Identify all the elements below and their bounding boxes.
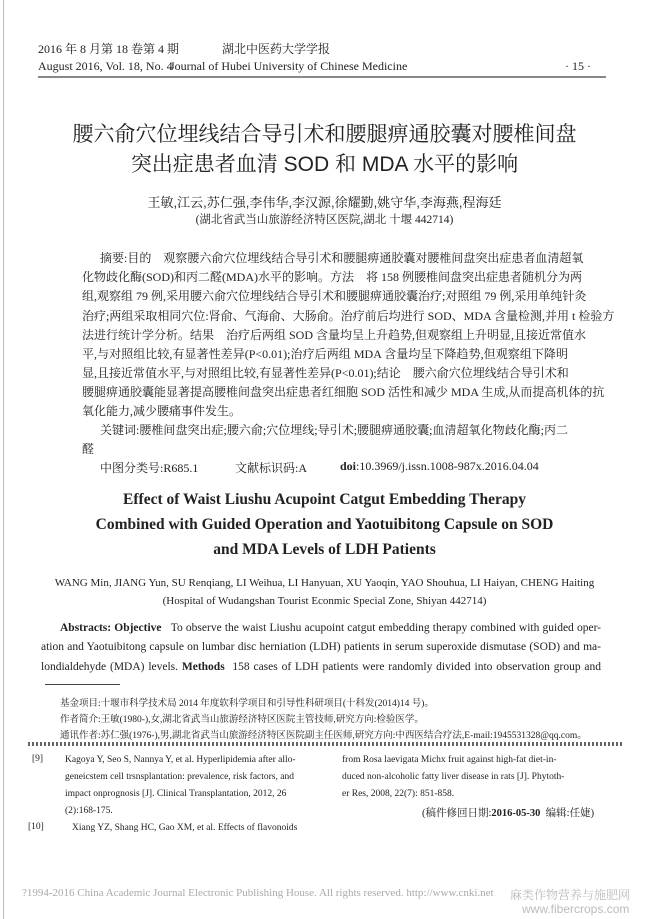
abstract-en-text: 158 cases of LDH patients were randomly divided into observation group and <box>232 661 602 673</box>
abstract-cn-line: 治疗;两组采取相同穴位:肾俞、气海俞、大肠俞。治疗前后均进行 SOD、MDA 含量检测,并用 t 检验方 <box>82 309 615 323</box>
abstract-cn-line: 组,观察组 79 例,采用腰六俞穴位埋线结合导引术和腰腿痹通胶囊治疗;对照组 79 例,采用单纯针灸 <box>82 289 587 303</box>
document-code: 文献标识码:A <box>235 461 308 475</box>
abstract-en-line3 <box>41 661 601 673</box>
keywords-cn: 关键词:腰椎间盘突出症;腰六俞;穴位埋线;导引术;腰腿痹通胶囊;血清超氧化物歧化酶;丙二 <box>100 423 568 437</box>
section-divider <box>28 742 624 746</box>
revision-info <box>422 805 594 820</box>
copyright-footer: ?1994-2016 China Academic Journal Electronic Publishing House. All rights reserved. http://www.cnki.net <box>22 887 494 899</box>
watermark-url: www.fibercrops.com <box>522 902 630 916</box>
doi-label: doi <box>340 459 357 473</box>
reference-line: duced non-alcoholic fatty liver disease in rats [J]. Phytoth- <box>342 772 565 782</box>
abstract-en-label: Abstracts: <box>60 622 112 634</box>
reference-number: [10] <box>28 822 44 832</box>
header-en-issue: August 2016, Vol. 18, No. 4 <box>38 59 173 73</box>
footnote-corresponding: 通讯作者:苏仁强(1976-),男,湖北省武当山旅游经济特区医院副主任医师,研究方向:中西医结合疗法,E-mail:1945531328@qq.com。 <box>60 731 587 741</box>
abstract-en-text: To observe the waist Liushu acupoint catgut embedding therapy combined with guided oper- <box>170 622 601 634</box>
abstract-cn-line: 法进行统计学分析。结果 治疗后两组 SOD 含量均呈上升趋势,但观察组上升明显,且接近常值水 <box>82 328 587 342</box>
objective-label: Objective <box>114 622 162 634</box>
footnote-rule <box>45 684 120 685</box>
clc-number: 中图分类号:R685.1 <box>100 461 199 475</box>
title-en-line3: and MDA Levels of LDH Patients <box>213 541 436 558</box>
page-number: · 15 · <box>565 59 591 73</box>
methods-label: Methods <box>181 661 225 673</box>
title-cn-line1: 腰六俞穴位埋线结合导引术和腰腿痹通胶囊对腰椎间盘 <box>72 123 577 146</box>
reference-line: (2):168-175. <box>65 806 113 816</box>
abstract-cn-line: 显,且接近常值水平,与对照组比较,有显著性差异(P<0.01);结论 腰六俞穴位埋线结合导引术和 <box>82 366 569 380</box>
abstract-cn-line: 平,与对照组比较,有显著性差异(P<0.01);治疗后两组 MDA 含量均呈下降趋势,但观察组下降明 <box>82 347 568 361</box>
reference-line: geneicstem cell trsnsplantation: prevalence, risk factors, and <box>65 772 294 782</box>
affiliation-cn: (湖北省武当山旅游经济特区医院,湖北 十堰 442714) <box>195 214 454 226</box>
watermark-text: 麻类作物营养与施肥网 <box>510 888 631 902</box>
abstract-cn-line: 化物歧化酶(SOD)和丙二醛(MDA)水平的影响。方法 将 158 例腰椎间盘突出症患者随机分为两 <box>82 270 582 284</box>
abstract-cn-line: 摘要:目的 观察腰六俞穴位埋线结合导引术和腰腿痹通胶囊对腰椎间盘突出症患者血清超氧 <box>100 251 584 265</box>
reference-line: from Rosa laevigata Michx fruit against high-fat diet-in- <box>342 755 557 765</box>
header-rule <box>38 76 606 78</box>
abstract-cn-line: 氧化能力,减少腰痛事件发生。 <box>82 404 242 418</box>
header-en-journal: Journal of Hubei University of Chinese Medicine <box>170 59 408 73</box>
abstract-en-line1 <box>60 622 601 634</box>
doi <box>340 459 539 474</box>
title-cn-line2: 突出症患者血清 SOD 和 MDA 水平的影响 <box>130 153 519 176</box>
reference-number: [9] <box>32 754 44 764</box>
abstract-en-line2: ation and Yaotuibitong capsule on lumbar disc herniation (LDH) patients in serum superoxide dismutase (SOD) and ma- <box>41 641 601 653</box>
title-en-line2: Combined with Guided Operation and Yaotuibitong Capsule on SOD <box>95 516 554 533</box>
title-en-line1: Effect of Waist Liushu Acupoint Catgut Embedding Therapy <box>123 491 526 508</box>
keywords-cn-cont: 醛 <box>82 442 95 456</box>
abstract-cn-line: 腰腿痹通胶囊能显著提高腰椎间盘突出症患者红细胞 SOD 活性和减少 MDA 生成,从而提高机体的抗 <box>82 385 605 399</box>
reference-line: impact onprognosis [J]. Clinical Transplantation, 2012, 26 <box>65 789 287 799</box>
header-cn-issue: 2016 年 8 月第 18 卷第 4 期 <box>38 42 180 56</box>
affiliation-en: (Hospital of Wudangshan Tourist Econmic Special Zone, Shiyan 442714) <box>162 595 487 607</box>
authors-en: WANG Min, JIANG Yun, SU Renqiang, LI Weihua, LI Hanyuan, XU Yaoqin, YAO Shouhua, LI Haiyan, CHENG Haiting <box>54 577 595 589</box>
footnote-author-bio: 作者简介:王敏(1980-),女,湖北省武当山旅游经济特区医院主管技师,研究方向:检验医学。 <box>60 715 424 725</box>
reference-line: Kagoya Y, Seo S, Nannya Y, et al. Hyperlipidemia after allo- <box>65 755 296 765</box>
revision-date: 2016-05-30 <box>491 808 541 819</box>
reference-line: er Res, 2008, 22(7): 851-858. <box>342 789 455 799</box>
header-cn-journal: 湖北中医药大学学报 <box>222 42 331 56</box>
abstract-en-text: londialdehyde (MDA) levels. <box>41 661 179 673</box>
footnote-funding: 基金项目:十堰市科学技术局 2014 年度软科学项目和引导性科研项目(十科发(2014)14 号)。 <box>60 699 434 709</box>
editor: 编辑:任婕) <box>545 808 595 819</box>
authors-cn: 王敏,江云,苏仁强,李伟华,李汉源,徐耀勤,姚守华,李海燕,程海廷 <box>147 195 502 210</box>
doi-value: :10.3969/j.issn.1008-987x.2016.04.04 <box>356 459 539 473</box>
revision-label: (稿件修回日期: <box>422 808 492 819</box>
reference-line: Xiang YZ, Shang HC, Gao XM, et al. Effects of flavonoids <box>72 823 298 833</box>
